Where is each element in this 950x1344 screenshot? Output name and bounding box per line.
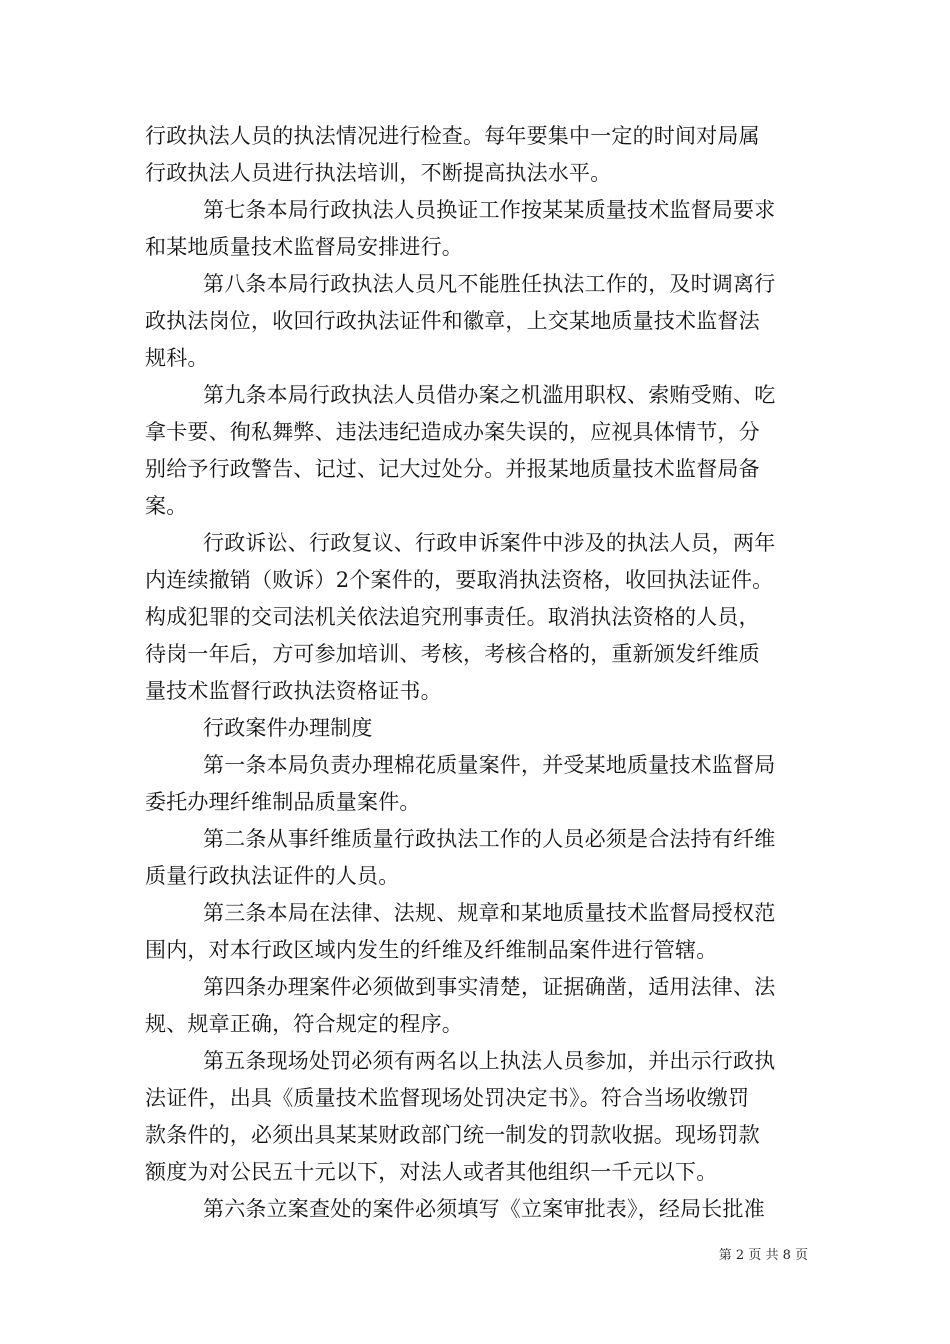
text-line: 拿卡要、徇私舞弊、违法违纪造成办案失误的，应视具体情节，分 [145,420,760,444]
text-line: 第八条本局行政执法人员凡不能胜任执法工作的，及时调离行 [203,272,776,296]
text-line: 质量行政执法证件的人员。 [145,864,400,888]
text-line: 量技术监督行政执法资格证书。 [145,679,442,703]
text-line: 第三条本局在法律、法规、规章和某地质量技术监督局授权范 [203,901,776,925]
text-line: 法证件，出具《质量技术监督现场处罚决定书》。符合当场收缴罚 [145,1086,750,1110]
text-line: 额度为对公民五十元以下，对法人或者其他组织一千元以下。 [145,1160,718,1184]
text-line: 政执法岗位，收回行政执法证件和徽章，上交某地质量技术监督法 [145,309,760,333]
text-line: 行政诉讼、行政复议、行政申诉案件中涉及的执法人员，两年 [203,531,776,555]
text-line: 第七条本局行政执法人员换证工作按某某质量技术监督局要求 [203,198,776,222]
text-line: 第五条现场处罚必须有两名以上执法人员参加，并出示行政执 [203,1049,776,1073]
text-line: 规科。 [145,346,209,370]
text-line: 第九条本局行政执法人员借办案之机滥用职权、索贿受贿、吃 [203,383,776,407]
text-line: 委托办理纤维制品质量案件。 [145,790,421,814]
text-line: 内连续撤销（败诉）2个案件的，要取消执法资格，收回执法证件。 [145,568,774,592]
text-line: 第一条本局负责办理棉花质量案件，并受某地质量技术监督局 [203,753,776,777]
text-line: 待岗一年后，方可参加培训、考核，考核合格的，重新颁发纤维质 [145,642,760,666]
text-line: 行政执法人员进行执法培训，不断提高执法水平。 [145,161,612,185]
text-line: 和某地质量技术监督局安排进行。 [145,235,463,259]
text-line: 规、规章正确，符合规定的程序。 [145,1012,463,1036]
text-line: 别给予行政警告、记过、记大过处分。并报某地质量技术监督局备 [145,457,760,481]
text-line: 案。 [145,494,188,518]
text-line: 款条件的，必须出具某某财政部门统一制发的罚款收据。现场罚款 [145,1123,760,1147]
text-line: 围内，对本行政区域内发生的纤维及纤维制品案件进行管辖。 [145,938,718,962]
text-line: 第二条从事纤维质量行政执法工作的人员必须是合法持有纤维 [203,827,776,851]
text-line: 行政执法人员的执法情况进行检查。每年要集中一定的时间对局属 [145,124,760,148]
text-line: 行政案件办理制度 [203,716,373,740]
text-line: 构成犯罪的交司法机关依法追究刑事责任。取消执法资格的人员， [145,605,760,629]
text-line: 第六条立案查处的案件必须填写《立案审批表》，经局长批准 [203,1197,765,1221]
document-body [145,118,810,1228]
page-number: 第 2 页 共 8 页 [718,1248,808,1263]
text-line: 第四条办理案件必须做到事实清楚，证据确凿，适用法律、法 [203,975,776,999]
